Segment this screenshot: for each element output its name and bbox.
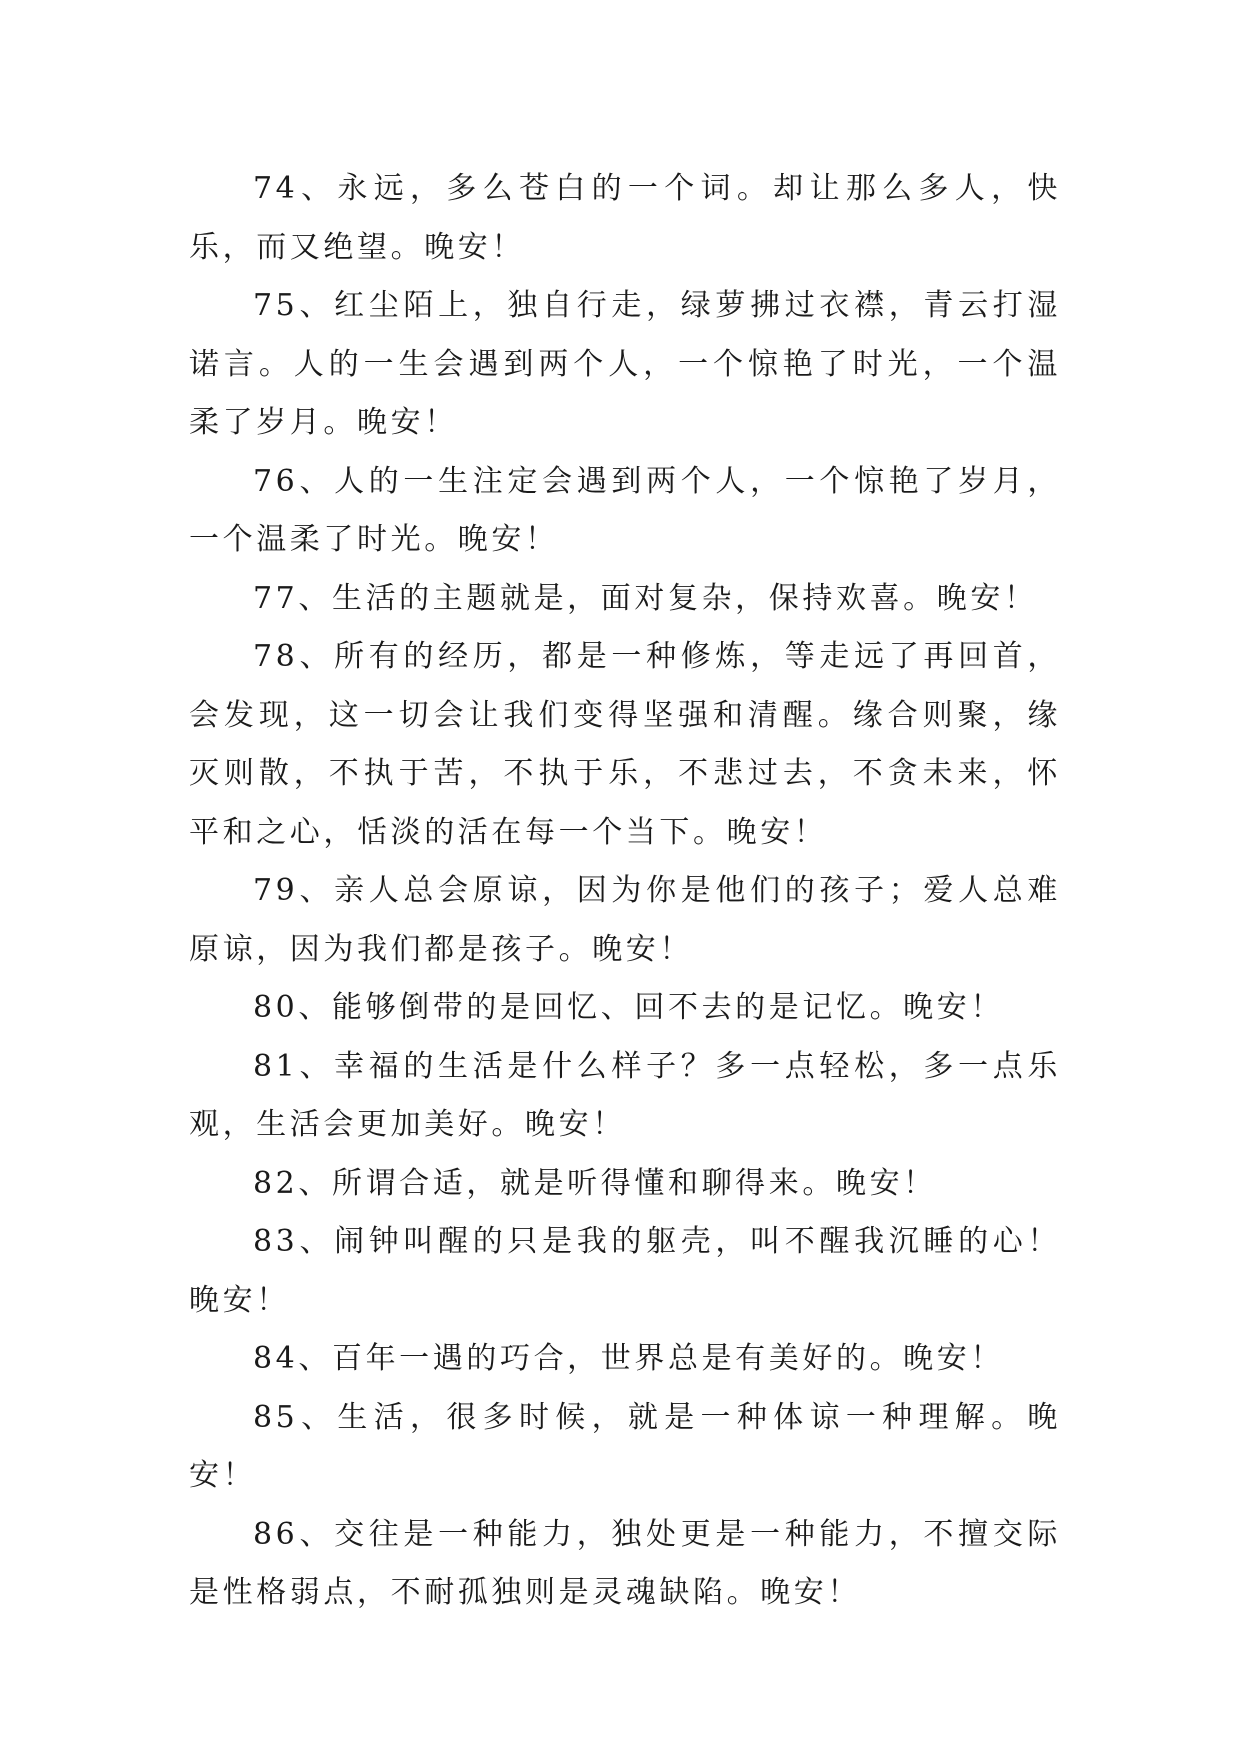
paragraph-84: 84、百年一遇的巧合，世界总是有美好的。晚安！ [253,1341,1004,1376]
paragraph-75: 75、红尘陌上，独自行走，绿萝拂过衣襟，青云打湿诺言。人的一生会遇到两个人，一个惊艳了时光，一个温柔了岁月。晚安！ [189,288,1061,440]
paragraph-80: 80、能够倒带的是回忆、回不去的是记忆。晚安！ [253,990,1004,1025]
paragraph-74: 74、永远，多么苍白的一个词。却让那么多人，快乐，而又绝望。晚安！ [189,171,1061,265]
paragraph-82: 82、所谓合适，就是听得懂和聊得来。晚安！ [253,1165,937,1201]
document-body [189,160,1061,1623]
paragraph-85: 85、生活，很多时候，就是一种体谅一种理解。晚安！ [189,1399,1061,1493]
paragraph-79: 79、亲人总会原谅，因为你是他们的孩子；爱人总难原谅，因为我们都是孩子。晚安！ [189,873,1061,967]
paragraph-76: 76、人的一生注定会遇到两个人，一个惊艳了岁月，一个温柔了时光。晚安！ [189,463,1061,557]
paragraph-77: 77、生活的主题就是，面对复杂，保持欢喜。晚安！ [253,580,1038,616]
paragraph-78: 78、所有的经历，都是一种修炼，等走远了再回首，会发现，这一切会让我们变得坚强和清醒。缘合则聚，缘灭则散，不执于苦，不执于乐，不悲过去，不贪未来，怀平和之心，恬淡的活在每一个当下。晚安！ [189,639,1061,850]
paragraph-81: 81、幸福的生活是什么样子？多一点轻松，多一点乐观，生活会更加美好。晚安！ [189,1048,1061,1142]
paragraph-83: 83、闹钟叫醒的只是我的躯壳，叫不醒我沉睡的心！晚安！ [189,1224,1061,1318]
paragraph-86: 86、交往是一种能力，独处更是一种能力，不擅交际是性格弱点，不耐孤独则是灵魂缺陷。晚安！ [189,1516,1061,1610]
